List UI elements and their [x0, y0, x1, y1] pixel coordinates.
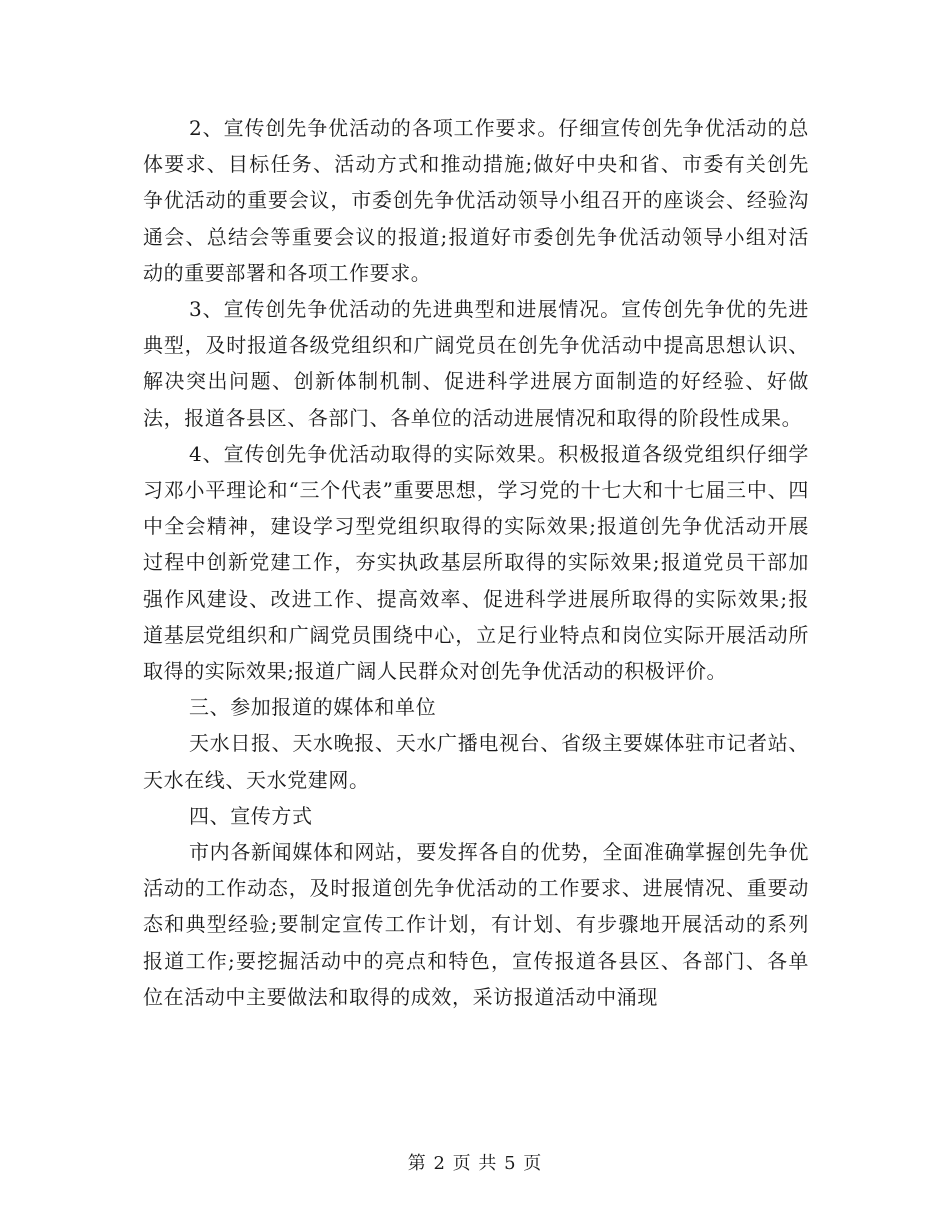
- document-body: [143, 110, 809, 1015]
- section-heading-publicity-method: 四、宣传方式: [189, 803, 313, 828]
- page-number-footer: 第 2 页 共 5 页: [407, 1153, 543, 1174]
- paragraph-advanced-models: 3、宣传创先争优活动的先进典型和进展情况。宣传创先争优的先进典型，及时报道各级党组织和广阔党员在创先争优活动中提高思想认识、解决突出问题、创新体制机制、促进科学进展方面制造的好经验、好做法，报道各县区、各部门、各单位的活动进展情况和取得的阶段性成果。: [143, 297, 809, 430]
- section-heading-media: 三、参加报道的媒体和单位: [189, 695, 437, 720]
- paragraph-practical-effects: 4、宣传创先争优活动取得的实际效果。积极报道各级党组织仔细学习邓小平理论和“三个代表”重要思想，学习党的十七大和十七届三中、四中全会精神，建设学习型党组织取得的实际效果;报道创先争优活动开展过程中创新党建工作，夯实执政基层所取得的实际效果;报道党员干部加强作风建设、改进工作、提高效率、促进科学进展所取得的实际效果;报道基层党组织和广阔党员围绕中心，立足行业特点和岗位实际开展活动所取得的实际效果;报道广阔人民群众对创先争优活动的积极评价。: [143, 441, 809, 684]
- paragraph-publicity-method: 市内各新闻媒体和网站，要发挥各自的优势，全面准确掌握创先争优活动的工作动态，及时报道创先争优活动的工作要求、进展情况、重要动态和典型经验;要制定宣传工作计划，有计划、有步骤地开展活动的系列报道工作;要挖掘活动中的亮点和特色，宣传报道各县区、各部门、各单位在活动中主要做法和取得的成效，采访报道活动中涌现: [143, 840, 809, 1009]
- paragraph-media-list: 天水日报、天水晚报、天水广播电视台、省级主要媒体驻市记者站、天水在线、天水党建网。: [143, 731, 809, 792]
- paragraph-work-requirements: 2、宣传创先争优活动的各项工作要求。仔细宣传创先争优活动的总体要求、目标任务、活动方式和推动措施;做好中央和省、市委有关创先争优活动的重要会议，市委创先争优活动领导小组召开的座谈会、经验沟通会、总结会等重要会议的报道;报道好市委创先争优活动领导小组对活动的重要部署和各项工作要求。: [143, 116, 809, 285]
